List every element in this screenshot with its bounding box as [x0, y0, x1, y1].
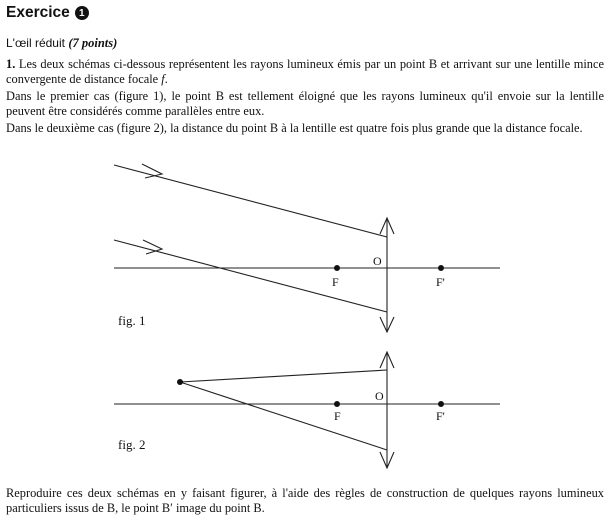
- section-title-text: L'œil réduit: [6, 36, 65, 50]
- fig1-label-F: F: [332, 275, 339, 289]
- fig2-point-Fp: [438, 401, 444, 407]
- case1-text: Dans le premier cas (figure 1), le point B est tellement éloigné que les rayons lumineux qu'il envoie sur la lentille peuvent être considérés comme parallèles entre eux.: [6, 89, 604, 119]
- focal-symbol: f: [161, 72, 165, 87]
- section-points: (7 points): [68, 36, 118, 50]
- fig1-point-F: [334, 265, 340, 271]
- fig2-ray-upper: [180, 370, 387, 382]
- fig2-label-O: O: [375, 389, 384, 403]
- fig2-label-Fp: F': [436, 409, 445, 423]
- fig1-label-O: O: [373, 254, 382, 268]
- question-number: 1.: [6, 57, 16, 71]
- fig1-point-Fp: [438, 265, 444, 271]
- question-text: Les deux schémas ci-dessous représentent les rayons lumineux émis par un point B et arrivant sur une lentille mince convergente de distance focale: [6, 57, 604, 87]
- fig2-point-F: [334, 401, 340, 407]
- instruction-text: Reproduire ces deux schémas en y faisant figurer, à l'aide des règles de construction de quelques rayons lumineux particuliers issus de B, le point B′ image du point B.: [6, 486, 604, 516]
- question-end: .: [164, 72, 168, 87]
- case2-text: Dans le deuxième cas (figure 2), la distance du point B à la lentille est quatre fois plus grande que la distance focale.: [6, 121, 583, 135]
- exercise-number-badge: 1: [75, 6, 89, 20]
- figure-1: [114, 164, 500, 332]
- exercise-title-text: Exercice: [6, 4, 70, 21]
- fig2-ray-lower: [180, 382, 387, 450]
- fig2-label-F: F: [334, 409, 341, 423]
- fig1-ray-upper-arrow: [142, 164, 162, 178]
- fig1-label-Fp: F': [436, 275, 445, 289]
- fig2-point-B: [177, 379, 183, 385]
- fig1-caption: fig. 1: [118, 313, 146, 328]
- fig2-caption: fig. 2: [118, 437, 146, 452]
